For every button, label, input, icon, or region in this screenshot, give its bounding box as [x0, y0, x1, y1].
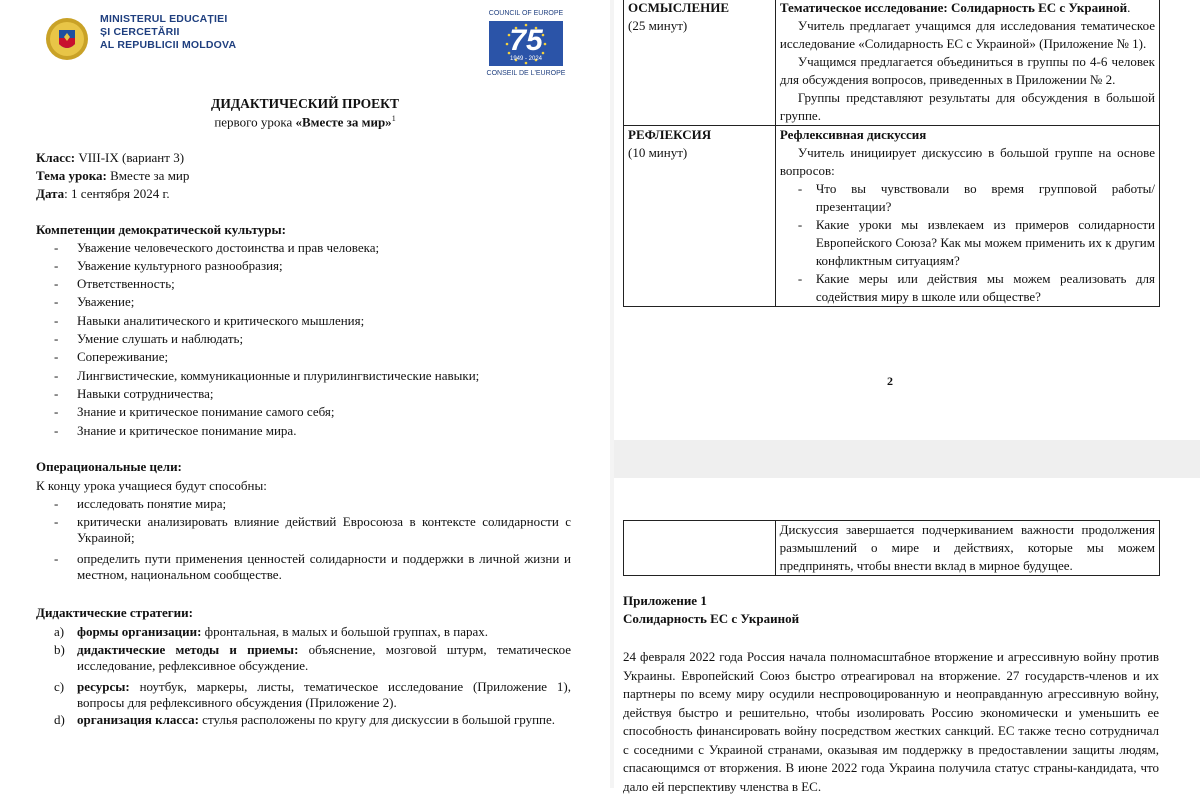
list-item: - Какие уроки мы извлекаем из примеров солидарности Европейского Союза? Как мы можем применить их к другим конфликтным ситуациям?: [797, 217, 1155, 268]
list-item: - Какие меры или действия мы можем реализовать для содействия миру в школе или обществе?: [797, 271, 1155, 304]
list-item: - определить пути применения ценностей солидарности и поддержки в личной жизни и местном, национальном сообществе.: [54, 551, 571, 582]
lesson-name: «Вместе за мир»: [295, 114, 392, 130]
strategies-heading: Дидактические стратегии:: [36, 605, 193, 620]
annex-label: Приложение 1: [623, 593, 707, 608]
ministry-line: MINISTERUL EDUCAȚIEI: [100, 13, 228, 25]
footnote-ref: 1: [391, 114, 396, 123]
stage-time: (10 минут): [628, 145, 688, 160]
activity-cell: [775, 126, 1159, 307]
lesson-stages-table-cont: [623, 520, 1160, 576]
list-item: - Навыки сотрудничества;: [54, 386, 214, 401]
stage-time: (25 минут): [628, 18, 688, 33]
table-row: [624, 126, 1160, 307]
info-label: Класс:: [36, 150, 76, 165]
info-value: VIII-IX (вариант 3): [75, 150, 185, 165]
list-item: - Что вы чувствовали во время групповой работы/презентации?: [797, 181, 1155, 214]
table-row: [624, 0, 1160, 126]
page-gap: [614, 440, 1200, 478]
annex-text: 24 февраля 2022 года Россия начала полномасштабное вторжение и агрессивную войну против Украины. Европейский Союз быстро отреагировал на вторжение. 27 государств-членов и их партнеры по всему миру осудили неспровоцированную и неоправданную агрессивную войну, действуя быстро и решительно, чтобы изолировать Россию экономически и уменьшить ее способность финансировать войну посредством жестких санкций. ЕС также тесно сотрудничал с соседними с Украиной странами, оказывая им поддержку в предоставлении защиты людям, спасающимся от вторжения. В июне 2022 года Украина получила статус страны-кандидата, что дало ей перспективу членства в ЕС.: [623, 649, 1159, 794]
list-item: - Уважение;: [54, 294, 135, 309]
coe-anniversary-number: 75: [509, 24, 543, 57]
right-bottom-page: [614, 478, 1200, 794]
stage-cell: [624, 0, 776, 126]
info-topic: [36, 168, 189, 184]
competences-heading: Компетенции демократической культуры:: [36, 222, 286, 237]
activity-cell: Тематическое исследование: Солидарность ЕС с Украиной. Учитель предлагает учащимся для исследования тематическое исследование «Солидарность ЕС с Украиной» (Приложение № 1). Учащимся предлагается объединиться в группы по 4-6 человек для обсуждения вопросов, приведенных в Приложении № 2. Группы представляют результаты для обсуждения в большой группе.: [775, 0, 1159, 126]
coe-top-text: COUNCIL OF EUROPE: [488, 10, 564, 17]
list-item: b) дидактические методы и приемы: объяснение, мозговой штурм, тематическое исследование, рефлексивное обсуждение.: [54, 642, 571, 673]
page-number: 2: [887, 374, 893, 388]
list-item: - Навыки аналитического и критического мышления;: [54, 313, 365, 328]
document-title: ДИДАКТИЧЕСКИЙ ПРОЕКТ: [211, 96, 399, 111]
subtitle-prefix: первого урока: [214, 114, 296, 130]
list-item: - Лингвистические, коммуникационные и плурилингвистические навыки;: [54, 368, 480, 383]
ministry-line: AL REPUBLICII MOLDOVA: [100, 39, 237, 51]
paragraph: Группы представляют результаты для обсуждения в большой группе.: [779, 90, 1155, 123]
objectives-heading: Операциональные цели:: [36, 459, 182, 474]
paragraph: Дискуссия завершается подчеркиванием важности продолжения размышлений о мире и действиях, которые мы можем предпринять, чтобы внести вклад в мирное будущее.: [779, 522, 1155, 573]
ministry-name: [100, 13, 236, 52]
info-label: Дата: [36, 186, 65, 201]
list-item: a) формы организации: фронтальная, в малых и большой группах, в парах.: [54, 624, 489, 639]
coe-anniversary-badge: [489, 21, 563, 66]
info-label: Тема урока:: [36, 168, 107, 183]
stage-name: ОСМЫСЛЕНИЕ: [628, 0, 730, 15]
info-date: [36, 186, 170, 202]
document-subtitle: [0, 114, 610, 130]
paragraph: Учитель инициирует дискуссию в большой группе на основе вопросов:: [779, 145, 1155, 178]
info-value: : 1 сентября 2024 г.: [64, 186, 170, 201]
list-item: c) ресурсы: ноутбук, маркеры, листы, тематическое исследование (Приложение 1), вопросы для рефлексивного обсуждения (Приложение 2).: [54, 679, 571, 710]
stage-cell: [624, 126, 776, 307]
objectives-intro: К концу урока учащиеся будут способны:: [36, 478, 267, 493]
stage-name: РЕФЛЕКСИЯ: [628, 127, 712, 142]
list-item: - Умение слушать и наблюдать;: [54, 331, 244, 346]
list-item: - Уважение культурного разнообразия;: [54, 258, 283, 273]
table-row: [624, 521, 1160, 576]
activity-cell: [775, 521, 1159, 576]
activity-heading: Рефлексивная дискуссия: [779, 127, 927, 142]
list-item: - Сопереживание;: [54, 349, 169, 364]
moldova-coat-of-arms-icon: [45, 14, 89, 64]
info-value: Вместе за мир: [106, 168, 190, 183]
ministry-line: ȘI CERCETĂRII: [100, 26, 180, 38]
info-class: [36, 150, 184, 166]
paragraph: Учащимся предлагается объединиться в группы по 4-6 человек для обсуждения вопросов, приведенных в Приложении № 2.: [779, 54, 1155, 87]
list-item: d) организация класса: стулья расположены по кругу для дискуссии в большой группе.: [54, 712, 556, 727]
lesson-stages-table: [623, 0, 1160, 307]
list-item: - Знание и критическое понимание мира.: [54, 423, 297, 438]
list-item: - Ответственность;: [54, 276, 175, 291]
paragraph: Учитель предлагает учащимся для исследования тематическое исследование «Солидарность ЕС с Украиной» (Приложение № 1).: [779, 18, 1155, 51]
stage-cell: [624, 521, 776, 576]
coe-bottom-text: CONSEIL DE L'EUROPE: [486, 70, 566, 77]
right-top-page: [614, 0, 1200, 440]
coe-years: 1949 - 2024: [509, 56, 543, 62]
list-item: - Уважение человеческого достоинства и прав человека;: [54, 240, 380, 255]
list-item: - исследовать понятие мира;: [54, 496, 227, 511]
activity-heading: Тематическое исследование: Солидарность ЕС с Украиной: [779, 0, 1128, 15]
annex-title: Солидарность ЕС с Украиной: [623, 611, 800, 626]
list-item: - Знание и критическое понимание самого себя;: [54, 404, 335, 419]
list-item: - критически анализировать влияние действий Евросоюза в контексте солидарности с Украиной;: [54, 514, 571, 545]
